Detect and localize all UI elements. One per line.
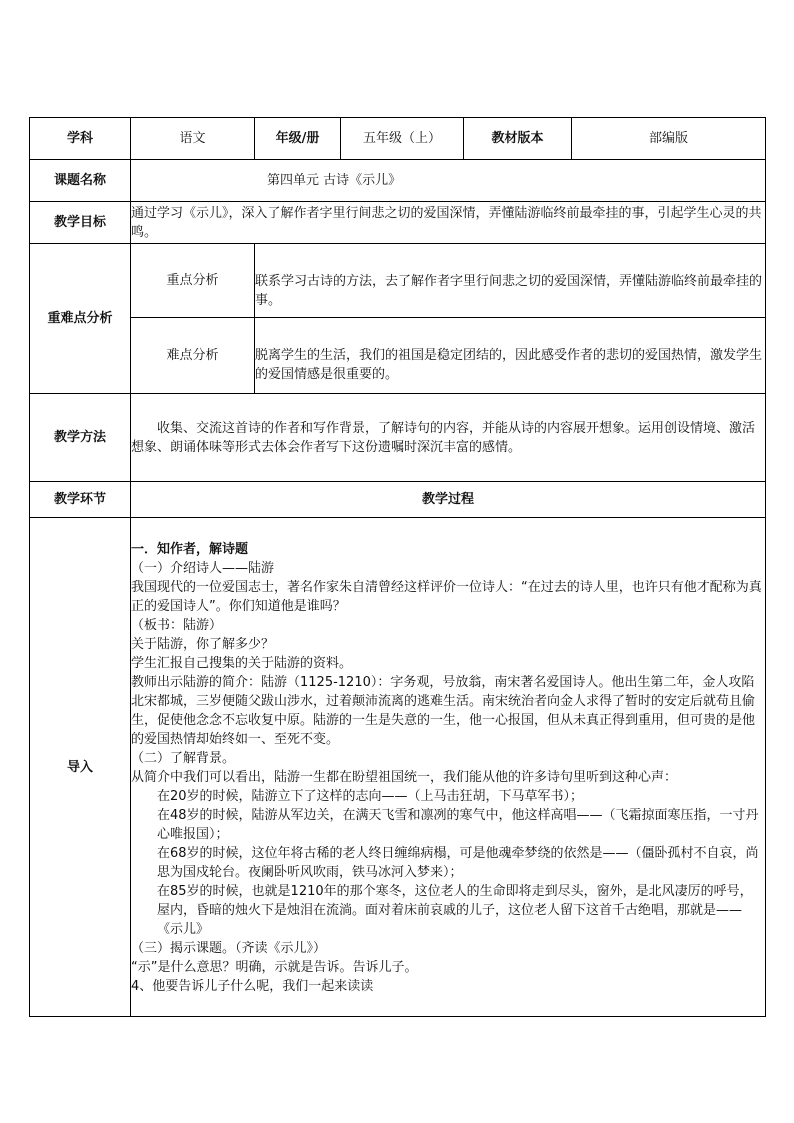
intro-subheading-2: （二）了解背景。 [131, 751, 236, 766]
intro-paragraph: 我国现代的一位爱国志士，著名作家朱自清曾经这样评价一位诗人：“在过去的诗人里，也许只有他才配称为真正的爱国诗人”。你们知道他是谁吗？ [131, 580, 762, 614]
subject-label: 学科 [30, 118, 131, 160]
intro-paragraph: 在48岁的时候，陆游从军边关，在满天飞雪和凛冽的寒气中，他这样高唱——（飞霜掠面寒压指，一寸丹心唯报国）； [157, 808, 759, 842]
topic-title: 第四单元 古诗《示儿》 [267, 173, 402, 188]
lesson-plan-table [29, 117, 766, 1017]
intro-subheading-3: （三）揭示课题。（齐读《示儿》） [131, 941, 327, 956]
intro-paragraph: 在20岁的时候，陆游立下了这样的志向——（上马击狂胡，下马草军书）； [157, 789, 584, 804]
key-point-row [30, 244, 766, 318]
intro-paragraph: 在68岁的时候，这位年将古稀的老人终日缠绵病榻，可是他魂牵梦绕的依然是——（僵卧孤村不自哀，尚思为国戍轮台。夜阑卧听风吹雨，铁马冰河入梦来）； [157, 846, 759, 880]
intro-paragraph: 关于陆游，你了解多少？ [131, 637, 275, 652]
intro-paragraph: 学生汇报自己搜集的关于陆游的资料。 [131, 656, 353, 671]
analysis-label: 重难点分析 [30, 244, 131, 394]
key-point-text: 联系学习古诗的方法，去了解作者字里行间悲之切的爱国深情，弄懂陆游临终前最牵挂的事。 [255, 244, 766, 318]
header-row [30, 118, 766, 160]
process-label: 教学过程 [131, 482, 766, 518]
topic-row [30, 160, 766, 202]
intro-paragraph: 在85岁的时候，也就是1210年的那个寒冬，这位老人的生命即将走到尽头，窗外，是北风凄厉的呼号，屋内，昏暗的烛火下是烛泪在流淌。面对着床前哀戚的儿子，这位老人留下这首千古绝唱，那就是——《示儿》 [157, 884, 753, 937]
difficulty-row [30, 318, 766, 394]
process-header-row [30, 482, 766, 518]
topic-label: 课题名称 [30, 160, 131, 202]
intro-paragraph: “示”是什么意思？明确，示就是告诉。告诉儿子。 [131, 960, 418, 975]
intro-row [30, 518, 766, 1017]
textbook-value: 部编版 [572, 118, 766, 160]
goals-text: 通过学习《示儿》，深入了解作者字里行间悲之切的爱国深情，弄懂陆游临终前最牵挂的事，引起学生心灵的共鸣。 [131, 202, 766, 244]
intro-paragraph: 4、他要告诉儿子什么呢，我们一起来读读 [131, 979, 374, 994]
textbook-label: 教材版本 [464, 118, 572, 160]
intro-subheading-1: （一）介绍诗人——陆游 [131, 561, 275, 576]
grade-value: 五年级（上） [341, 118, 464, 160]
topic-value [131, 160, 766, 202]
goals-row [30, 202, 766, 244]
methods-text: 收集、交流这首诗的作者和写作背景，了解诗句的内容，并能从诗的内容展开想象。运用创设情境、激活想象、朗诵体味等形式去体会作者写下这份遗嘱时深沉丰富的感情。 [131, 394, 766, 482]
goals-label: 教学目标 [30, 202, 131, 244]
intro-heading: 一．知作者，解诗题 [131, 542, 249, 557]
subject-value: 语文 [131, 118, 255, 160]
intro-label: 导入 [30, 518, 131, 1017]
difficulty-text: 脱离学生的生活，我们的祖国是稳定团结的，因此感受作者的悲切的爱国热情，激发学生的爱国情感是很重要的。 [255, 318, 766, 394]
intro-content [131, 518, 766, 1017]
grade-label: 年级/册 [255, 118, 341, 160]
difficulty-label: 难点分析 [131, 318, 255, 394]
methods-label: 教学方法 [30, 394, 131, 482]
intro-paragraph: （板书：陆游） [131, 618, 223, 633]
stage-label: 教学环节 [30, 482, 131, 518]
methods-row [30, 394, 766, 482]
intro-paragraph: 教师出示陆游的简介：陆游（1125-1210）：字务观，号放翁，南宋著名爱国诗人。他出生第二年，金人攻陷北宋都城，三岁便随父跋山涉水，过着颠沛流离的逃难生活。南宋统治者向金人求得了暂时的安定后就苟且偷生，促使他念念不忘收复中原。陆游的一生是失意的一生，他一心报国，但从未真正得到重用，但可贵的是他的爱国热情却始终如一、至死不变。 [131, 675, 756, 747]
key-point-label: 重点分析 [131, 244, 255, 318]
intro-paragraph: 从简介中我们可以看出，陆游一生都在盼望祖国统一，我们能从他的许多诗句里听到这种心声： [131, 770, 678, 785]
